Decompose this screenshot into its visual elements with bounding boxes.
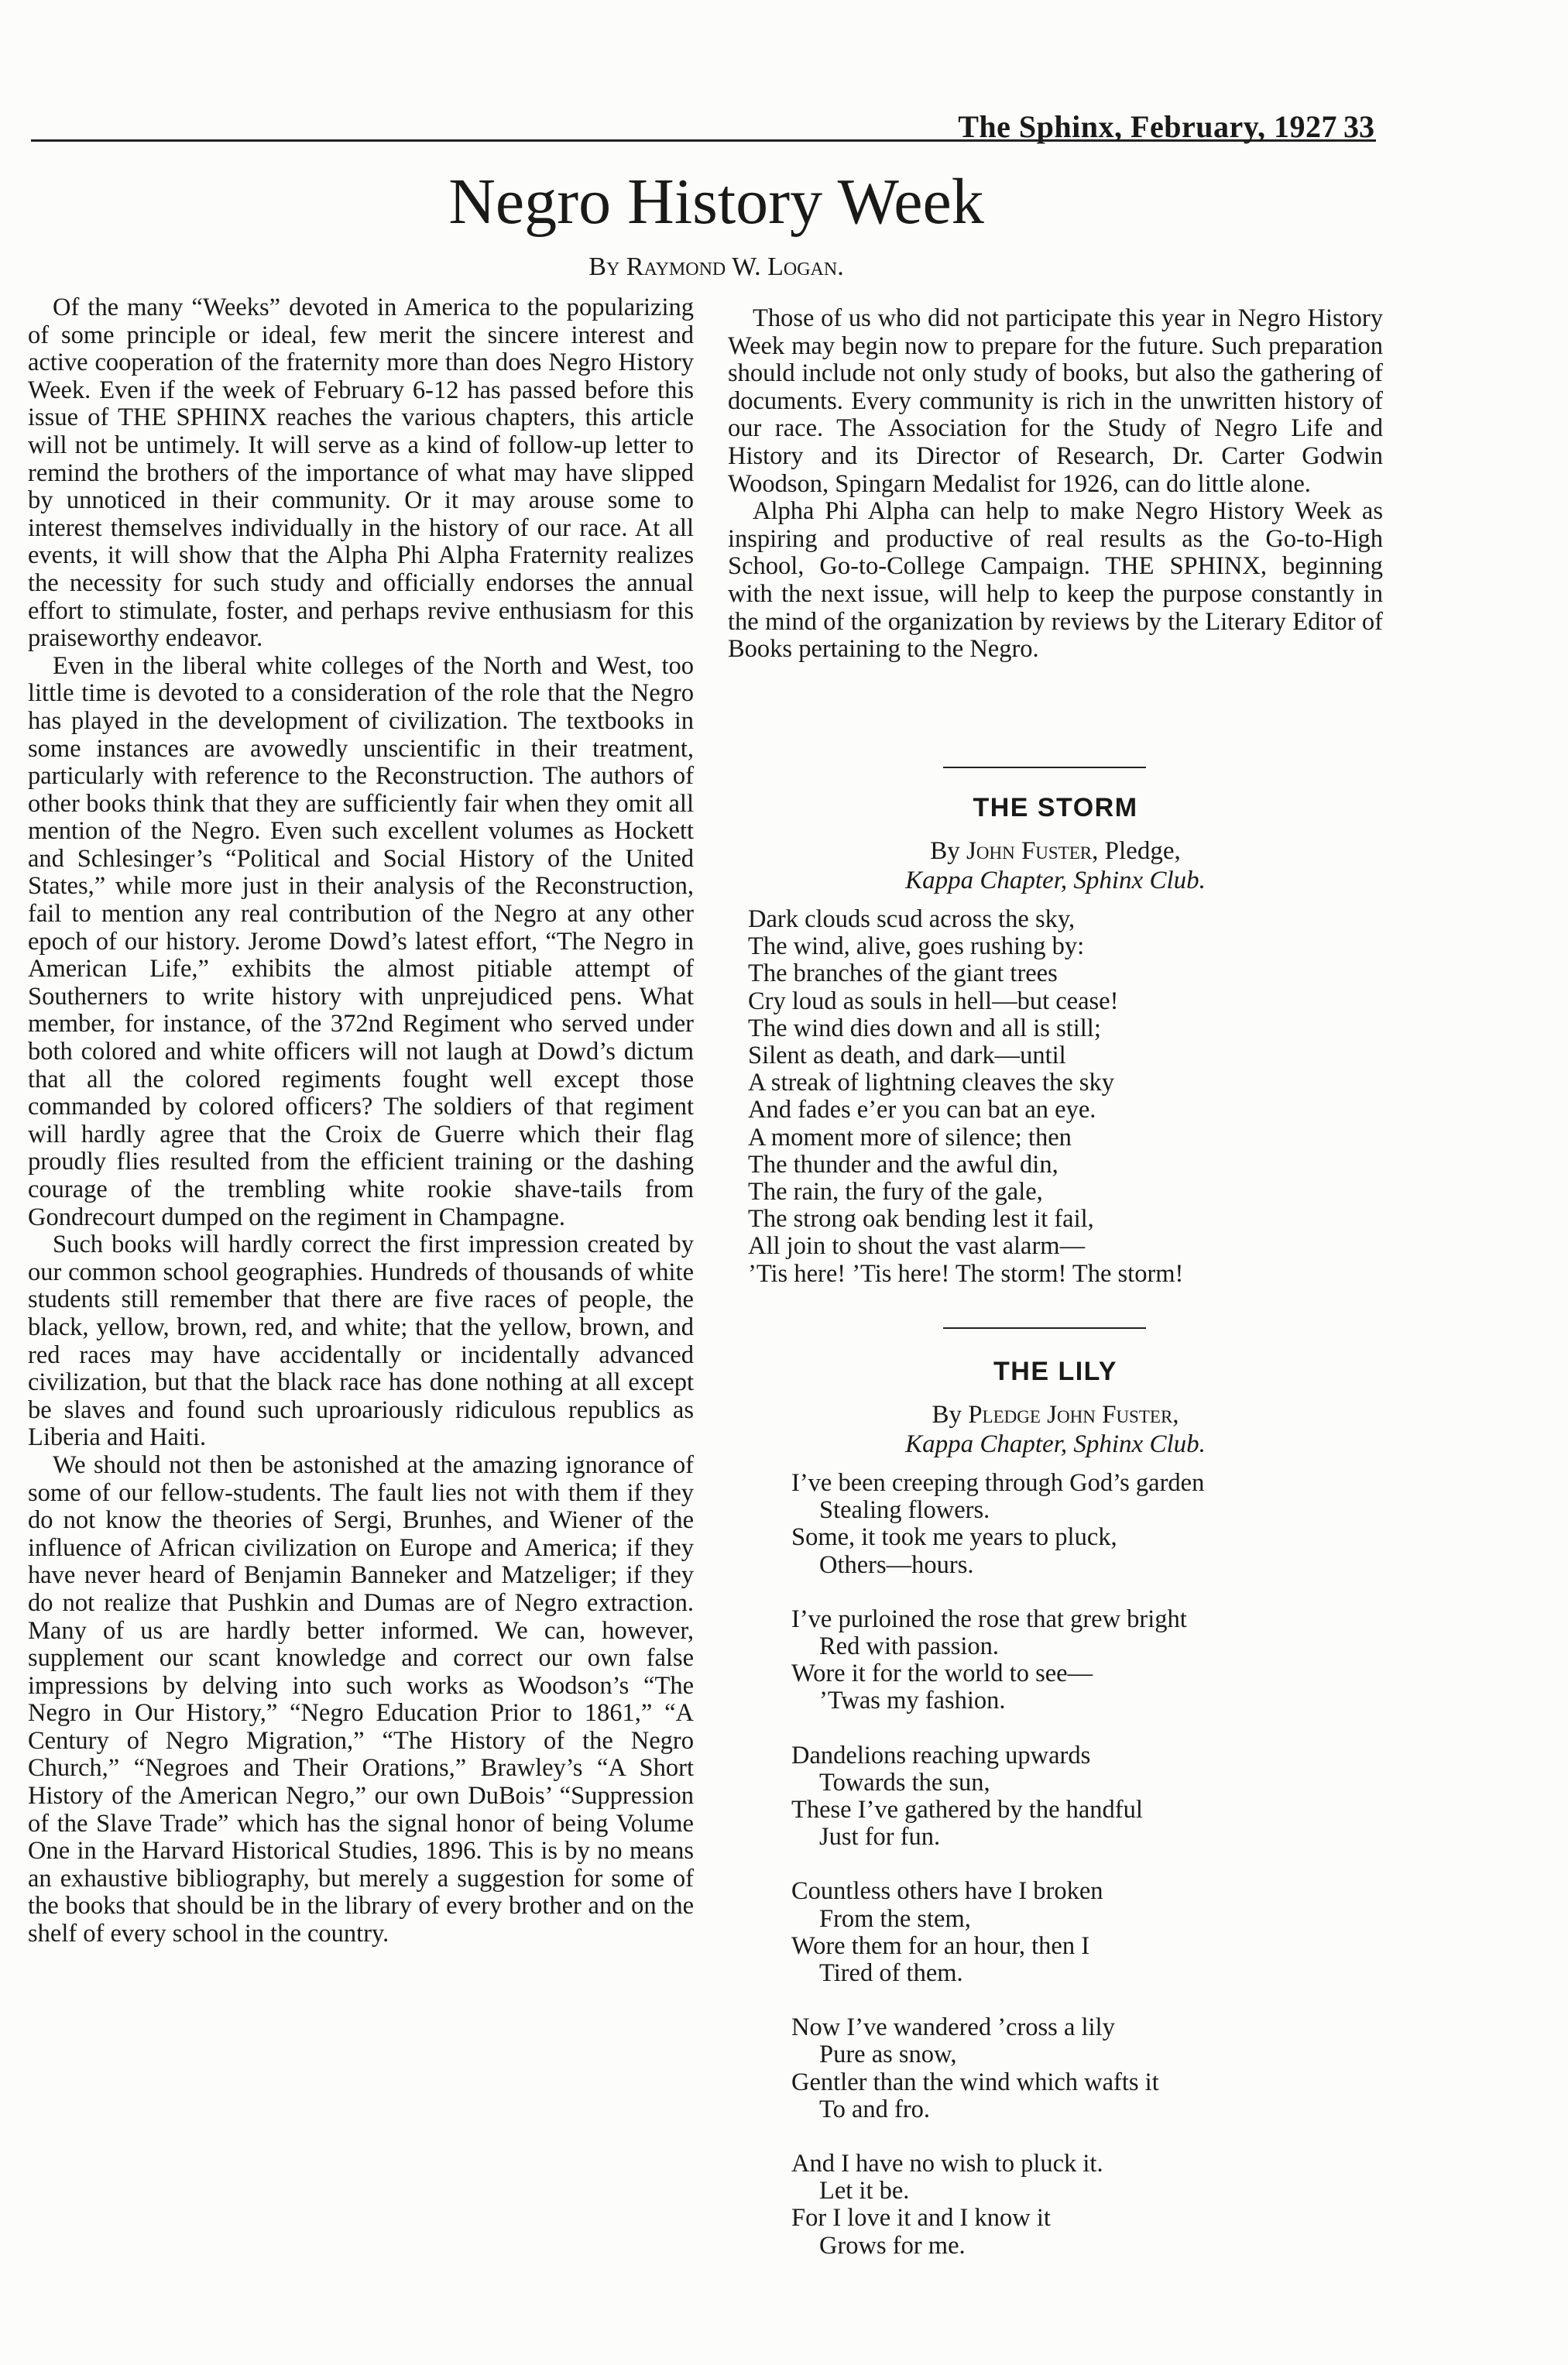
poem-line: From the stem, <box>819 1904 971 1933</box>
article-right-column <box>728 305 1383 664</box>
poem-line: For I love it and I know it <box>791 2204 1051 2233</box>
poem-line: The branches of the giant trees <box>748 959 1058 988</box>
poem-line: Grows for me. <box>819 2231 966 2260</box>
poem-line: Dark clouds scud across the sky, <box>748 905 1076 933</box>
article-author: Raymond W. Logan. <box>626 252 844 281</box>
poem-line: ’Tis here! ’Tis here! The storm! The storm! <box>748 1259 1184 1288</box>
lily-stanza <box>791 1470 1204 1579</box>
poem-line: Just for fun. <box>819 1823 941 1852</box>
poem-line: The rain, the fury of the gale, <box>748 1178 1043 1207</box>
poem-line: ’Twas my fashion. <box>819 1687 1006 1715</box>
article-paragraph: Those of us who did not participate this year in Negro History Week may begin now to prepare for the future. Such preparation should include not only study of books, but also the gathering of documents. Every community is rich in the unwritten history of our race. The Association for the Study of Negro Life and History and its Director of Research, Dr. Carter Godwin Woodson, Spingarn Medalist for 1926, can do little alone. <box>728 304 1383 498</box>
poem-line: The strong oak bending lest it fail, <box>748 1205 1094 1234</box>
section-divider <box>943 1327 1146 1329</box>
poem-line: Let it be. <box>819 2177 910 2205</box>
lily-stanza <box>791 2150 1204 2260</box>
lily-author: Pledge John Fuster, <box>968 1401 1179 1429</box>
page-number: 33 <box>1343 109 1374 144</box>
storm-byline-prefix: By <box>930 837 960 865</box>
article-paragraph: Alpha Phi Alpha can help to make Negro History Week as inspiring and productive of real results as the Go-to-High School, Go-to-College Campaign. THE SPHINX, beginning with the next issue, will help to keep the purpose constantly in the mind of the organization by reviews by the Literary Editor of Books pertaining to the Negro. <box>728 497 1383 664</box>
article-paragraph: Of the many “Weeks” devoted in America to the popularizing of some principle or ideal, few merit the sincere interest and active cooperation of the fraternity more than does Negro History Week. Even if the week of February 6-12 has passed before this issue of THE SPHINX reaches the various chapters, this article will not be untimely. It will serve as a kind of follow-up letter to remind the brothers of the importance of what may have slipped by unnoticed in their community. Or it may arouse some to interest themselves individually in the history of our race. At all events, it will show that the Alpha Phi Alpha Fraternity realizes the necessity for such study and officially endorses the annual effort to stimulate, foster, and perhaps revive enthusiasm for this praiseworthy endeavor. <box>28 293 694 653</box>
poem-line: Tired of them. <box>819 1959 963 1988</box>
lily-stanza <box>791 2014 1204 2123</box>
poem-line: A moment more of silence; then <box>748 1123 1072 1152</box>
lily-stanza <box>791 1878 1204 1987</box>
poem-line: Now I’ve wandered ’cross a lily <box>791 2013 1115 2042</box>
poem-line: And fades e’er you can bat an eye. <box>748 1096 1096 1124</box>
storm-title: THE STORM <box>973 793 1138 822</box>
poem-line: The thunder and the awful din, <box>748 1150 1058 1179</box>
poem-line: I’ve purloined the rose that grew bright <box>791 1605 1187 1633</box>
poem-line: Wore it for the world to see— <box>791 1660 1093 1688</box>
poem-line: The wind, alive, goes rushing by: <box>748 932 1085 961</box>
byline-prefix: By <box>588 252 620 281</box>
storm-byline <box>728 836 1383 895</box>
poem-line: Gentler than the wind which wafts it <box>791 2068 1159 2096</box>
poem-line: Dandelions reaching upwards <box>791 1741 1091 1769</box>
lily-stanza <box>791 1742 1204 1852</box>
poem-line: Towards the sun, <box>819 1768 990 1797</box>
poem-line: And I have no wish to pluck it. <box>791 2150 1103 2178</box>
poem-line: To and fro. <box>819 2095 931 2123</box>
lily-chapter: Kappa Chapter, Sphinx Club. <box>905 1430 1206 1458</box>
poem-line: Red with passion. <box>819 1632 1000 1661</box>
storm-author: John Fuster, <box>966 837 1099 865</box>
article-byline <box>0 252 1432 282</box>
storm-poem <box>748 906 1183 1288</box>
section-divider <box>943 767 1146 768</box>
poem-line: Countless others have I broken <box>791 1877 1103 1906</box>
storm-chapter: Kappa Chapter, Sphinx Club. <box>905 867 1206 894</box>
poem-line: A streak of lightning cleaves the sky <box>748 1069 1114 1097</box>
lily-poem <box>791 1470 1204 2287</box>
running-head: The Sphinx, February, 1927 <box>958 109 1337 144</box>
lily-byline-prefix: By <box>932 1401 962 1429</box>
storm-role: Pledge, <box>1104 837 1181 865</box>
article-paragraph: Even in the liberal white colleges of the North and West, too little time is devoted to a consideration of the role that the Negro has played in the development of civilization. The textbooks in some instances are avowedly unscientific in their treatment, particularly with reference to the Reconstruction. The authors of other books think that they are sufficiently fair when they omit all mention of the Negro. Even such excellent volumes as Hockett and Schlesinger’s “Political and Social History of the United States,” while more just in their analysis of the Reconstruction, fail to mention any real contribution of the Negro at any other epoch of our history. Jerome Dowd’s latest effort, “The Negro in American Life,” exhibits the almost pitiable attempt of Southerners to write history with unprejudiced pens. What member, for instance, of the 372nd Regiment who served under both colored and white officers will not laugh at Dowd’s dictum that all the colored regiments fought well except those commanded by colored officers? The soldiers of that regiment will hardly agree that the Croix de Guerre which their flag proudly flies resulted from the efficient training or the dashing courage of the trembling white rookie shave-tails from Gondrecourt dumped on the regiment in Champagne. <box>28 651 694 1231</box>
poem-line: I’ve been creeping through God’s garden <box>791 1469 1205 1497</box>
article-title: Negro History Week <box>448 166 984 238</box>
lily-title: THE LILY <box>993 1357 1117 1386</box>
article-paragraph: We should not then be astonished at the amazing ignorance of some of our fellow-students. The fault lies not with them if they do not know the theories of Sergi, Brunhes, and Wiener of the influence of African civilization on Europe and America; if they have never heard of Benjamin Banneker and Matzeliger; if they do not realize that Pushkin and Dumas are of Negro extraction. Many of us are hardly better informed. We can, however, supplement our scant knowledge and correct our own false impressions by delving into such works as Woodson’s “The Negro in Our History,” “Negro Education Prior to 1861,” “A Century of Negro Migration,” “The History of the Negro Church,” “Negroes and Their Orations,” Brawley’s “A Short History of the American Negro,” our own DuBois’ “Suppression of the Slave Trade” which has the signal honor of being Volume One in the Harvard Historical Studies, 1896. This is by no means an exhaustive bibliography, but merely a suggestion for some of the books that should be in the library of every brother and on the shelf of every school in the country. <box>28 1450 694 1948</box>
poem-line: All join to shout the vast alarm— <box>748 1232 1086 1261</box>
poem-line: Cry loud as souls in hell—but cease! <box>748 987 1119 1015</box>
poem-line: Pure as snow, <box>819 2041 957 2069</box>
poem-line: Wore them for an hour, then I <box>791 1931 1090 1960</box>
poem-line: The wind dies down and all is still; <box>748 1014 1101 1042</box>
poem-line: Some, it took me years to pluck, <box>791 1523 1117 1552</box>
article-paragraph: Such books will hardly correct the first impression created by our common school geographies. Hundreds of thousands of white students still remember that there are five races of people, the black, yellow, brown, red, and white; that the yellow, brown, and red races may have accidentally or incidentally advanced civilization, but that the black race has done nothing at all except be slaves and found such uproariously ridiculous republics as Liberia and Haiti. <box>28 1231 694 1452</box>
article-left-column <box>28 294 694 1948</box>
poem-line: Stealing flowers. <box>819 1496 990 1525</box>
lily-stanza <box>791 1606 1204 1715</box>
poem-line: Others—hours. <box>819 1550 974 1579</box>
poem-line: These I’ve gathered by the handful <box>791 1796 1143 1824</box>
poem-line: Silent as death, and dark—until <box>748 1042 1066 1070</box>
lily-byline <box>728 1400 1383 1459</box>
